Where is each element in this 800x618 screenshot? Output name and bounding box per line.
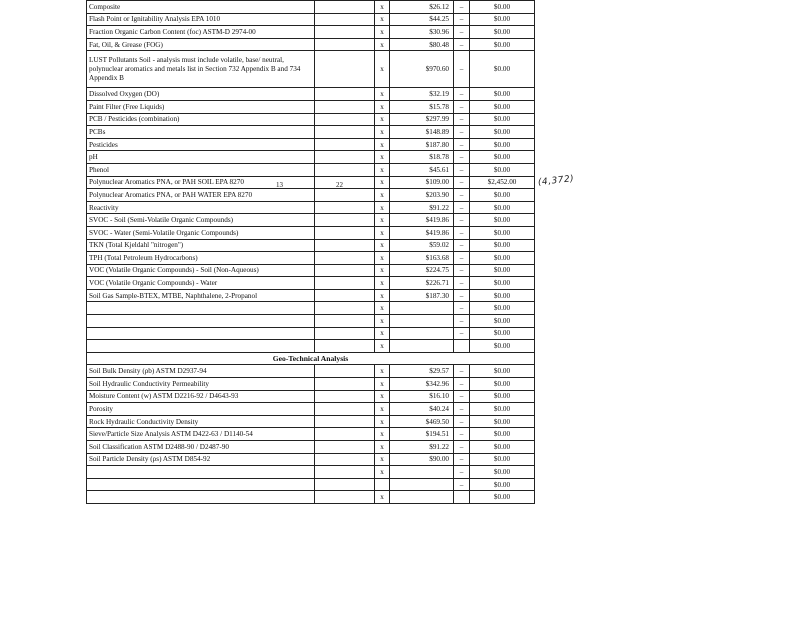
multiplier-x: x — [375, 126, 390, 139]
table-row — [87, 315, 535, 328]
table-row — [87, 264, 535, 277]
multiplier-x: x — [375, 428, 390, 441]
blank-cell — [315, 226, 375, 239]
blank-cell — [315, 453, 375, 466]
analysis-table — [86, 0, 535, 504]
blank-cell — [315, 100, 375, 113]
quantity-dash: – — [454, 327, 470, 340]
blank-cell — [315, 315, 375, 328]
blank-cell — [315, 163, 375, 176]
line-total: $0.00 — [470, 403, 535, 416]
item-description: Soil Bulk Density (ρb) ASTM D2937-94 — [87, 365, 315, 378]
table-row — [87, 176, 535, 189]
unit-price — [390, 302, 454, 315]
item-description: Moisture Content (w) ASTM D2216-92 / D4643-93 — [87, 390, 315, 403]
unit-price: $163.68 — [390, 252, 454, 265]
item-description: Fat, Oil, & Grease (FOG) — [87, 38, 315, 51]
blank-cell — [315, 277, 375, 290]
multiplier-x: x — [375, 453, 390, 466]
unit-price — [390, 315, 454, 328]
unit-price: $342.96 — [390, 378, 454, 391]
item-description: Pesticides — [87, 138, 315, 151]
blank-cell — [315, 88, 375, 101]
item-description: SVOC - Soil (Semi-Volatile Organic Compounds) — [87, 214, 315, 227]
item-description: TKN (Total Kjeldahl "nitrogen") — [87, 239, 315, 252]
multiplier-x: x — [375, 163, 390, 176]
multiplier-x: x — [375, 226, 390, 239]
lab-analysis-rows — [87, 1, 535, 353]
multiplier-x: x — [375, 13, 390, 26]
item-description: Soil Hydraulic Conductivity Permeability — [87, 378, 315, 391]
line-total: $0.00 — [470, 365, 535, 378]
table-row — [87, 214, 535, 227]
multiplier-x: x — [375, 340, 390, 353]
line-total: $0.00 — [470, 226, 535, 239]
quantity-dash: – — [454, 378, 470, 391]
line-total: $0.00 — [470, 113, 535, 126]
quantity-dash: – — [454, 264, 470, 277]
table-row — [87, 491, 535, 504]
unit-price: $109.00 — [390, 176, 454, 189]
unit-price: $45.61 — [390, 163, 454, 176]
unit-price: $224.75 — [390, 264, 454, 277]
blank-cell — [315, 252, 375, 265]
line-total: $0.00 — [470, 138, 535, 151]
line-total: $0.00 — [470, 38, 535, 51]
line-total: $0.00 — [470, 428, 535, 441]
unit-price: $91.22 — [390, 201, 454, 214]
geotechnical-rows — [87, 365, 535, 504]
quantity-dash: – — [454, 138, 470, 151]
quantity-dash: – — [454, 390, 470, 403]
unit-price: $80.48 — [390, 38, 454, 51]
unit-price: $203.90 — [390, 189, 454, 202]
table-row — [87, 441, 535, 454]
unit-price: $90.00 — [390, 453, 454, 466]
blank-cell — [315, 289, 375, 302]
quantity-dash: – — [454, 453, 470, 466]
multiplier-x: x — [375, 176, 390, 189]
handwritten-annotation: (4,372) — [537, 174, 575, 188]
line-total: $0.00 — [470, 289, 535, 302]
multiplier-x: x — [375, 151, 390, 164]
table-row — [87, 415, 535, 428]
unit-price: $30.96 — [390, 26, 454, 39]
unit-price: $469.50 — [390, 415, 454, 428]
table-row — [87, 478, 535, 491]
blank-cell — [315, 51, 375, 88]
multiplier-x: x — [375, 441, 390, 454]
item-description — [87, 327, 315, 340]
item-description: pH — [87, 151, 315, 164]
line-total: $0.00 — [470, 340, 535, 353]
item-description: SVOC - Water (Semi-Volatile Organic Compounds) — [87, 226, 315, 239]
quantity-dash: – — [454, 88, 470, 101]
table-row — [87, 189, 535, 202]
quantity-dash: – — [454, 113, 470, 126]
table-row — [87, 163, 535, 176]
table-row — [87, 38, 535, 51]
unit-price — [390, 466, 454, 479]
item-description: VOC (Volatile Organic Compounds) - Water — [87, 277, 315, 290]
multiplier-x: x — [375, 201, 390, 214]
multiplier-x: x — [375, 239, 390, 252]
quantity-dash: – — [454, 126, 470, 139]
blank-cell — [315, 13, 375, 26]
quantity-dash: – — [454, 403, 470, 416]
blank-cell — [315, 491, 375, 504]
item-description: Porosity — [87, 403, 315, 416]
handwritten-mark-22: 22 — [336, 181, 343, 189]
quantity-dash: – — [454, 1, 470, 14]
item-description — [87, 466, 315, 479]
unit-price: $187.80 — [390, 138, 454, 151]
quantity-dash: – — [454, 176, 470, 189]
quantity-dash: – — [454, 252, 470, 265]
quantity-dash: – — [454, 51, 470, 88]
table-row — [87, 88, 535, 101]
table-row — [87, 126, 535, 139]
table-row — [87, 151, 535, 164]
item-description: Polynuclear Aromatics PNA, or PAH WATER EPA 8270 — [87, 189, 315, 202]
blank-cell — [315, 239, 375, 252]
line-total: $0.00 — [470, 277, 535, 290]
blank-cell — [315, 302, 375, 315]
unit-price: $419.86 — [390, 214, 454, 227]
blank-cell — [315, 441, 375, 454]
line-total: $0.00 — [470, 201, 535, 214]
line-total: $0.00 — [470, 26, 535, 39]
table-row — [87, 365, 535, 378]
blank-cell — [315, 264, 375, 277]
quantity-dash: – — [454, 214, 470, 227]
unit-price: $91.22 — [390, 441, 454, 454]
blank-cell — [315, 38, 375, 51]
blank-cell — [315, 26, 375, 39]
multiplier-x: x — [375, 88, 390, 101]
multiplier-x: x — [375, 189, 390, 202]
line-total: $0.00 — [470, 88, 535, 101]
unit-price: $29.57 — [390, 365, 454, 378]
line-total: $0.00 — [470, 491, 535, 504]
item-description — [87, 302, 315, 315]
line-total: $0.00 — [470, 390, 535, 403]
line-total: $0.00 — [470, 415, 535, 428]
item-description — [87, 315, 315, 328]
line-total: $0.00 — [470, 51, 535, 88]
table-row — [87, 340, 535, 353]
blank-cell — [315, 403, 375, 416]
unit-price — [390, 491, 454, 504]
line-total: $0.00 — [470, 163, 535, 176]
table-row — [87, 453, 535, 466]
table-row — [87, 51, 535, 88]
multiplier-x: x — [375, 252, 390, 265]
blank-cell — [315, 138, 375, 151]
line-total: $0.00 — [470, 453, 535, 466]
line-total: $0.00 — [470, 327, 535, 340]
table-row — [87, 390, 535, 403]
handwritten-mark-13: 13 — [276, 181, 283, 189]
multiplier-x: x — [375, 302, 390, 315]
quantity-dash: – — [454, 163, 470, 176]
multiplier-x: x — [375, 390, 390, 403]
blank-cell — [315, 466, 375, 479]
quantity-dash: – — [454, 365, 470, 378]
line-total: $0.00 — [470, 315, 535, 328]
quantity-dash: – — [454, 239, 470, 252]
line-total: $2,452.00 — [470, 176, 535, 189]
section-title-geotechnical: Geo-Technical Analysis — [87, 352, 535, 365]
item-description: TPH (Total Petroleum Hydrocarbons) — [87, 252, 315, 265]
item-description: Dissolved Oxygen (DO) — [87, 88, 315, 101]
unit-price: $40.24 — [390, 403, 454, 416]
unit-price: $15.78 — [390, 100, 454, 113]
blank-cell — [315, 201, 375, 214]
quantity-dash: – — [454, 315, 470, 328]
table-row — [87, 226, 535, 239]
multiplier-x: x — [375, 327, 390, 340]
blank-cell — [315, 428, 375, 441]
multiplier-x: x — [375, 415, 390, 428]
unit-price: $59.02 — [390, 239, 454, 252]
blank-cell — [315, 113, 375, 126]
multiplier-x: x — [375, 403, 390, 416]
line-total: $0.00 — [470, 214, 535, 227]
quantity-dash: – — [454, 226, 470, 239]
line-total: $0.00 — [470, 189, 535, 202]
unit-price: $194.51 — [390, 428, 454, 441]
quantity-dash: – — [454, 26, 470, 39]
unit-price — [390, 340, 454, 353]
quantity-dash: – — [454, 478, 470, 491]
multiplier-x: x — [375, 315, 390, 328]
quantity-dash: – — [454, 302, 470, 315]
item-description: Paint Filter (Free Liquids) — [87, 100, 315, 113]
table-row — [87, 302, 535, 315]
item-description: Fraction Organic Carbon Content (foc) ASTM-D 2974-00 — [87, 26, 315, 39]
multiplier-x: x — [375, 365, 390, 378]
unit-price: $187.30 — [390, 289, 454, 302]
item-description — [87, 491, 315, 504]
line-total: $0.00 — [470, 1, 535, 14]
quantity-dash: – — [454, 189, 470, 202]
table-row — [87, 466, 535, 479]
table-row — [87, 403, 535, 416]
multiplier-x: x — [375, 378, 390, 391]
table-row — [87, 428, 535, 441]
table-row — [87, 138, 535, 151]
line-total: $0.00 — [470, 466, 535, 479]
table-row — [87, 201, 535, 214]
unit-price — [390, 327, 454, 340]
quantity-dash: – — [454, 277, 470, 290]
unit-price: $26.12 — [390, 1, 454, 14]
multiplier-x: x — [375, 51, 390, 88]
multiplier-x: x — [375, 214, 390, 227]
blank-cell — [315, 126, 375, 139]
blank-cell — [315, 214, 375, 227]
quantity-dash: – — [454, 13, 470, 26]
quantity-dash: – — [454, 415, 470, 428]
item-description — [87, 340, 315, 353]
item-description: Soil Classification ASTM D2488-90 / D2487-90 — [87, 441, 315, 454]
table-row — [87, 239, 535, 252]
quantity-dash: – — [454, 428, 470, 441]
item-description: VOC (Volatile Organic Compounds) - Soil (Non-Aqueous) — [87, 264, 315, 277]
table-row — [87, 252, 535, 265]
blank-cell — [315, 1, 375, 14]
item-description: Flash Point or Ignitability Analysis EPA 1010 — [87, 13, 315, 26]
table-row — [87, 100, 535, 113]
blank-cell — [315, 327, 375, 340]
item-description: Polynuclear Aromatics PNA, or PAH SOIL EPA 8270 — [87, 176, 315, 189]
unit-price: $44.25 — [390, 13, 454, 26]
item-description: Phenol — [87, 163, 315, 176]
table-row — [87, 289, 535, 302]
quantity-dash — [454, 340, 470, 353]
table-row — [87, 327, 535, 340]
line-total: $0.00 — [470, 151, 535, 164]
line-total: $0.00 — [470, 478, 535, 491]
unit-price: $419.86 — [390, 226, 454, 239]
table-row — [87, 378, 535, 391]
line-total: $0.00 — [470, 252, 535, 265]
table-row — [87, 113, 535, 126]
line-total: $0.00 — [470, 378, 535, 391]
multiplier-x: x — [375, 138, 390, 151]
item-description: Sieve/Particle Size Analysis ASTM D422-63 / D1140-54 — [87, 428, 315, 441]
quantity-dash: – — [454, 441, 470, 454]
multiplier-x: x — [375, 289, 390, 302]
multiplier-x — [375, 478, 390, 491]
item-description — [87, 478, 315, 491]
multiplier-x: x — [375, 38, 390, 51]
unit-price: $32.19 — [390, 88, 454, 101]
line-total: $0.00 — [470, 264, 535, 277]
multiplier-x: x — [375, 466, 390, 479]
blank-cell — [315, 378, 375, 391]
unit-price: $148.89 — [390, 126, 454, 139]
table-row — [87, 13, 535, 26]
blank-cell — [315, 189, 375, 202]
line-total: $0.00 — [470, 13, 535, 26]
item-description: LUST Pollutants Soil - analysis must include volatile, base/ neutral, polynuclear aromatics and metals list in Section 732 Appendix B and 734 Appendix B — [87, 51, 315, 88]
line-total: $0.00 — [470, 302, 535, 315]
multiplier-x: x — [375, 1, 390, 14]
quantity-dash: – — [454, 289, 470, 302]
blank-cell — [315, 478, 375, 491]
blank-cell — [315, 176, 375, 189]
line-total: $0.00 — [470, 100, 535, 113]
multiplier-x: x — [375, 26, 390, 39]
quantity-dash: – — [454, 38, 470, 51]
item-description: Soil Gas Sample-BTEX, MTBE, Naphthalene, 2-Propanol — [87, 289, 315, 302]
table-row — [87, 277, 535, 290]
quantity-dash: – — [454, 201, 470, 214]
table-row — [87, 26, 535, 39]
quantity-dash: – — [454, 151, 470, 164]
multiplier-x: x — [375, 491, 390, 504]
table-row — [87, 1, 535, 14]
blank-cell — [315, 151, 375, 164]
item-description: PCB / Pesticides (combination) — [87, 113, 315, 126]
unit-price: $18.78 — [390, 151, 454, 164]
multiplier-x: x — [375, 277, 390, 290]
quantity-dash: – — [454, 466, 470, 479]
blank-cell — [315, 365, 375, 378]
item-description: Reactivity — [87, 201, 315, 214]
line-total: $0.00 — [470, 126, 535, 139]
blank-cell — [315, 340, 375, 353]
item-description: Composite — [87, 1, 315, 14]
unit-price: $226.71 — [390, 277, 454, 290]
section-header — [87, 352, 535, 365]
line-total: $0.00 — [470, 441, 535, 454]
unit-price: $16.10 — [390, 390, 454, 403]
quantity-dash: – — [454, 100, 470, 113]
blank-cell — [315, 415, 375, 428]
blank-cell — [315, 390, 375, 403]
multiplier-x: x — [375, 264, 390, 277]
quantity-dash — [454, 491, 470, 504]
item-description: PCBs — [87, 126, 315, 139]
item-description: Soil Particle Density (ρs) ASTM D854-92 — [87, 453, 315, 466]
unit-price — [390, 478, 454, 491]
unit-price: $970.60 — [390, 51, 454, 88]
unit-price: $297.99 — [390, 113, 454, 126]
price-sheet — [86, 0, 534, 504]
multiplier-x: x — [375, 100, 390, 113]
multiplier-x: x — [375, 113, 390, 126]
line-total: $0.00 — [470, 239, 535, 252]
item-description: Rock Hydraulic Conductivity Density — [87, 415, 315, 428]
